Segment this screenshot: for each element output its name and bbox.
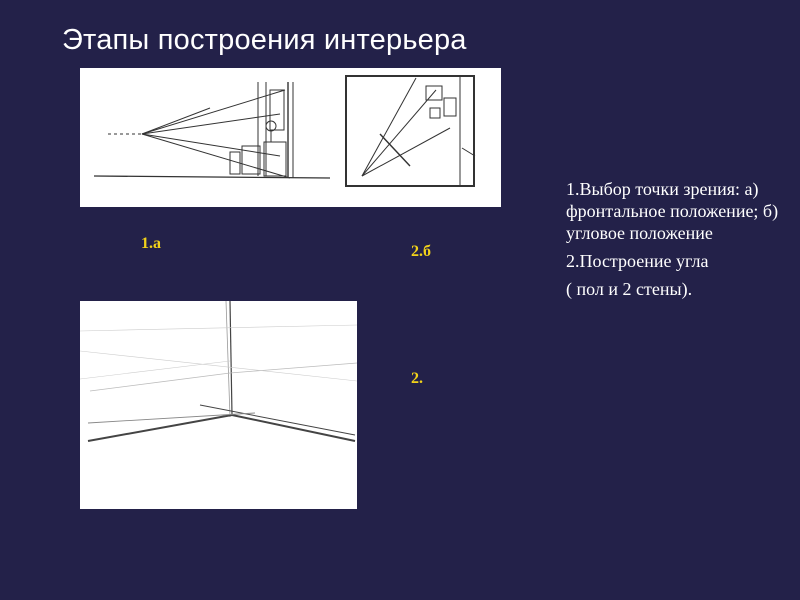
perspective-sketch-top (80, 68, 501, 207)
corner-construction-sketch (80, 301, 357, 509)
step-3: ( пол и 2 стены). (566, 279, 693, 299)
caption-2b: 2.б (411, 243, 431, 260)
sketch-top-drawing (80, 68, 501, 207)
caption-2: 2. (411, 370, 423, 387)
sketch-bottom-drawing (80, 301, 357, 509)
slide-title: Этапы построения интерьера (62, 24, 467, 56)
steps-text (566, 178, 786, 306)
step-2: 2.Построение угла (566, 251, 709, 271)
step-1: 1.Выбор точки зрения: а) фронтальное положение; б) угловое положение (566, 179, 779, 243)
caption-1a: 1.а (141, 235, 161, 252)
